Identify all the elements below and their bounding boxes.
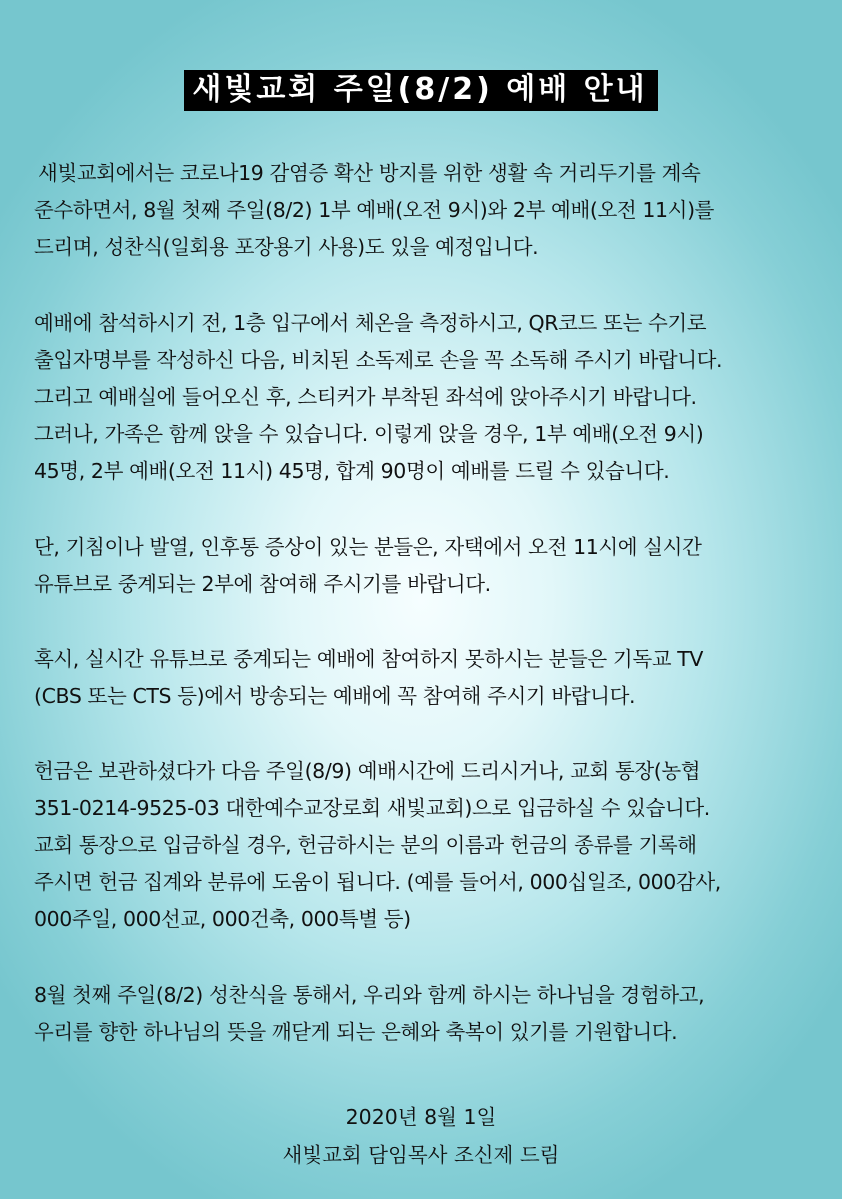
paragraph-line: 8월 첫째 주일(8/2) 성찬식을 통해서, 우리와 함께 하시는 하나님을 경험하고,: [34, 983, 705, 1007]
paragraph-line: 새빛교회에서는 코로나19 감염증 확산 방지를 위한 생활 속 거리두기를 계속: [38, 161, 701, 185]
paragraph-line: 단, 기침이나 발열, 인후통 증상이 있는 분들은, 자택에서 오전 11시에 실시간: [34, 535, 702, 559]
title-container: [0, 70, 842, 111]
paragraph-blessing: [34, 977, 824, 1051]
paragraph-attendance: [34, 305, 824, 490]
notice-signature: 새빛교회 담임목사 조신제 드림: [282, 1143, 560, 1167]
paragraph-line: 주시면 헌금 집계와 분류에 도움이 됩니다. (예를 들어서, 000십일조, 000감사,: [34, 870, 721, 894]
paragraph-line: 헌금은 보관하셨다가 다음 주일(8/9) 예배시간에 드리시거나, 교회 통장(농협: [34, 759, 701, 783]
notice-title: 새빛교회 주일(8/2) 예배 안내: [184, 70, 657, 111]
paragraph-offering: [34, 753, 824, 938]
paragraph-line: 유튜브로 중계되는 2부에 참여해 주시기를 바랍니다.: [34, 572, 491, 596]
paragraph-line: 교회 통장으로 입금하실 경우, 헌금하시는 분의 이름과 헌금의 종류를 기록해: [34, 833, 697, 857]
paragraph-line: 드리며, 성찬식(일회용 포장용기 사용)도 있을 예정입니다.: [34, 235, 539, 259]
paragraph-line: 351-0214-9525-03 대한예수교장로회 새빛교회)으로 입금하실 수 있습니다.: [34, 796, 710, 820]
paragraph-line: 혹시, 실시간 유튜브로 중계되는 예배에 참여하지 못하시는 분들은 기독교 TV: [34, 647, 703, 671]
paragraph-line: 000주일, 000선교, 000건축, 000특별 등): [34, 907, 411, 931]
paragraph-intro: [34, 155, 824, 266]
paragraph-line: 준수하면서, 8월 첫째 주일(8/2) 1부 예배(오전 9시)와 2부 예배(오전 11시)를: [34, 198, 715, 222]
paragraph-line: 45명, 2부 예배(오전 11시) 45명, 합계 90명이 예배를 드릴 수 있습니다.: [34, 459, 670, 483]
paragraph-symptoms: [34, 529, 824, 603]
paragraph-line: 예배에 참석하시기 전, 1층 입구에서 체온을 측정하시고, QR코드 또는 수기로: [34, 311, 707, 335]
paragraph-broadcast: [34, 641, 824, 715]
paragraph-line: 출입자명부를 작성하신 다음, 비치된 소독제로 손을 꼭 소독해 주시기 바랍니다.: [34, 348, 723, 372]
paragraph-line: 그러나, 가족은 함께 앉을 수 있습니다. 이렇게 앉을 경우, 1부 예배(오전 9시): [34, 422, 704, 446]
notice-date: 2020년 8월 1일: [345, 1105, 497, 1129]
paragraph-line: 그리고 예배실에 들어오신 후, 스티커가 부착된 좌석에 앉아주시기 바랍니다.: [34, 385, 697, 409]
paragraph-line: 우리를 향한 하나님의 뜻을 깨닫게 되는 은혜와 축복이 있기를 기원합니다.: [34, 1020, 678, 1044]
paragraph-line: (CBS 또는 CTS 등)에서 방송되는 예배에 꼭 참여해 주시기 바랍니다.: [34, 684, 636, 708]
